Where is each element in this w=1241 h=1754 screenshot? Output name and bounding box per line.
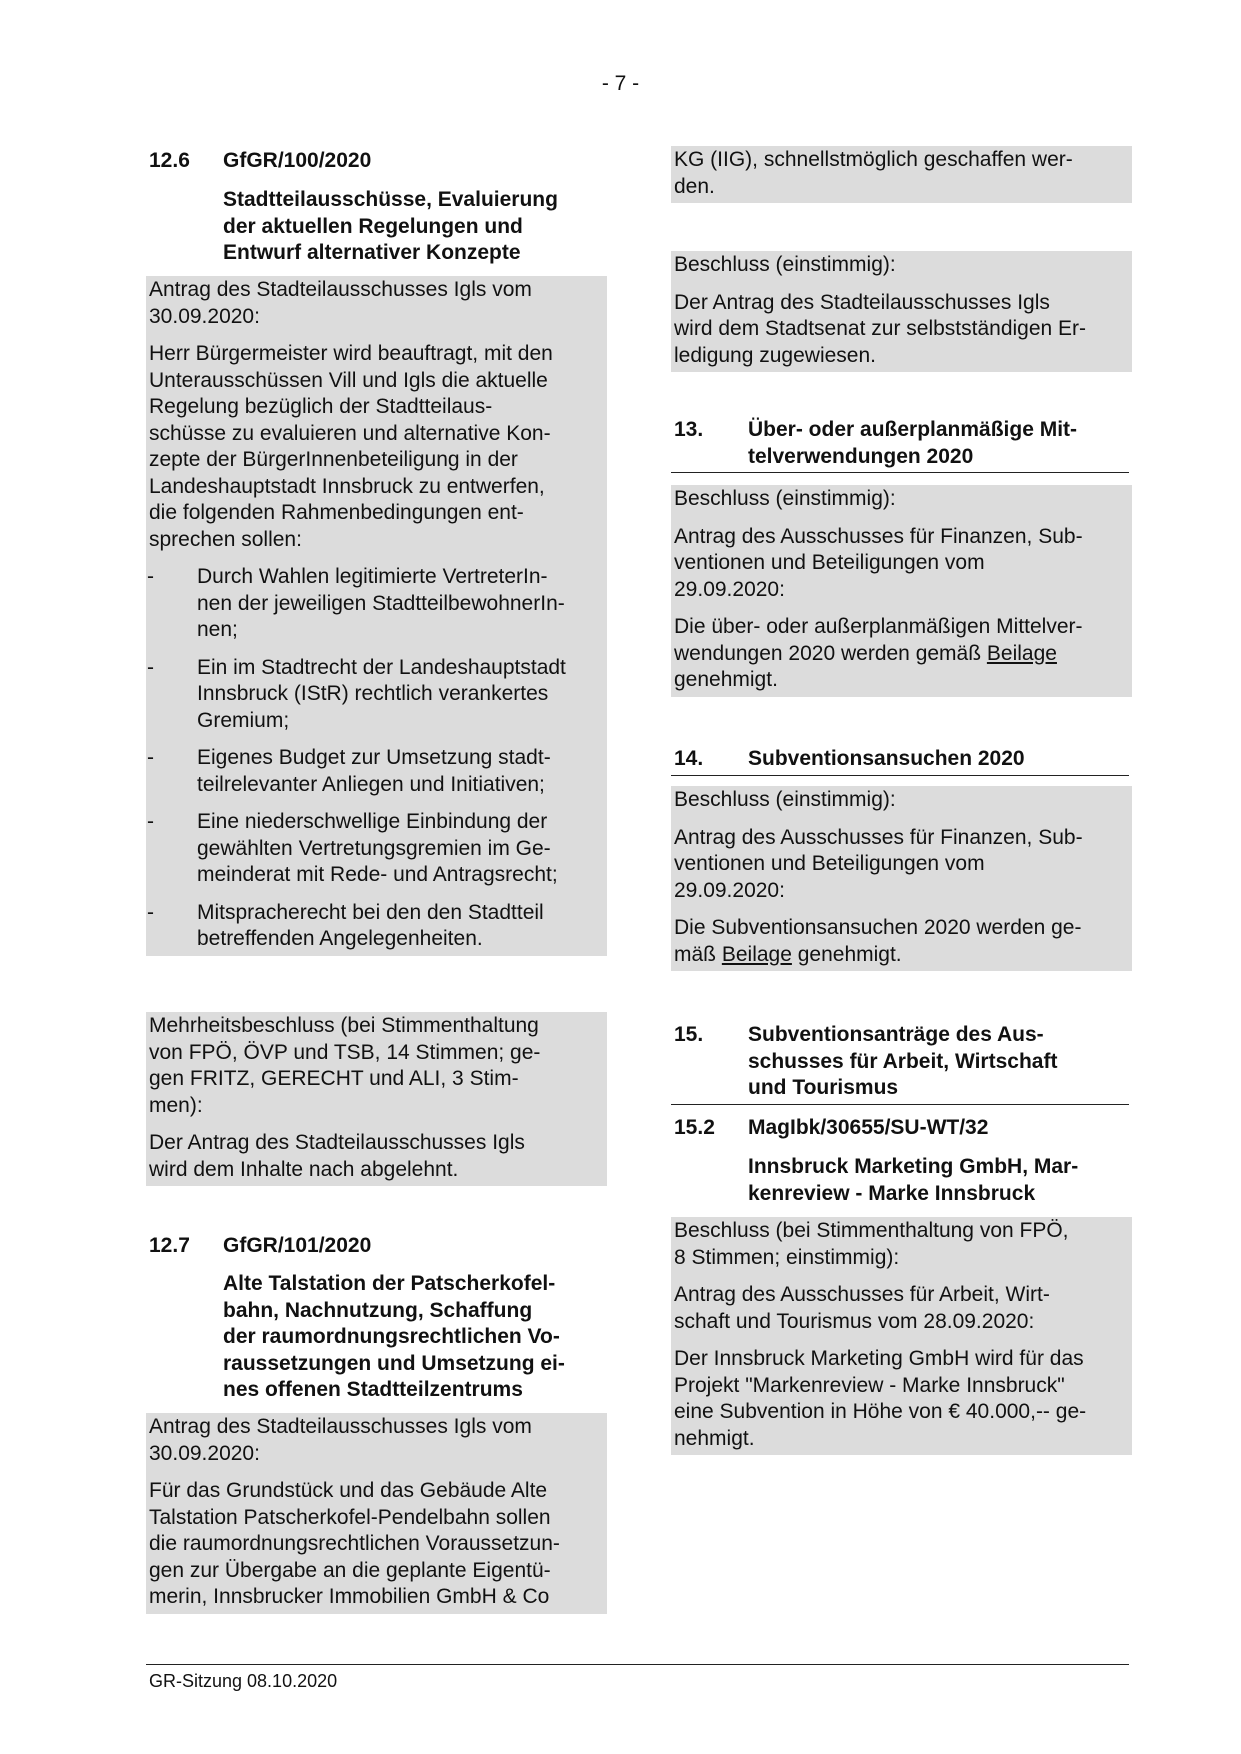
antrag-text: Antrag des Ausschusses für Finanzen, Sub- ventionen und Beteiligungen vom 29.09.2020: — [674, 524, 1083, 601]
beilage-link[interactable]: Beilage — [721, 942, 792, 966]
item-12-6-content — [146, 276, 607, 956]
item-15-header — [671, 1022, 1129, 1105]
dash-marker: - — [147, 810, 154, 833]
result-text: Der Antrag des Stadteilausschusses Igls wird dem Stadtsenat zur selbstständigen Er- ledigung zugewiesen. — [674, 290, 1087, 367]
item-12-7-content — [146, 1413, 607, 1614]
body-text: Für das Grundstück und das Gebäude Alte Talstation Patscherkofel-Pendelbahn sollen die raumordnungsrechtlichen Voraussetzun- gen zur Übergabe an die geplante Eigentü- merin, Innsbrucker Immobilien GmbH & Co — [149, 1479, 560, 1608]
item-title: Alte Talstation der Patscherkofel- bahn, Nachnutzung, Schaffung der raumordnungsrechtlichen Vo- raussetzungen und Umsetzung ei- nes offenen Stadtteilzentrums — [223, 1272, 565, 1401]
beschluss-text: Beschluss (einstimmig): — [674, 788, 896, 811]
item-15-2-header — [671, 1115, 1129, 1142]
result-text: Die über- oder außerplanmäßigen Mittelver- wendungen 2020 werden gemäß Beilage genehmigt. — [674, 615, 1083, 691]
item-12-7-continued — [671, 146, 1132, 203]
item-number: 12.7 — [149, 1234, 190, 1257]
body-text-continued: KG (IIG), schnellstmöglich geschaffen wer- den. — [674, 148, 1073, 198]
list-item: - Ein im Stadtrecht der Landeshauptstadt Innsbruck (IStR) rechtlich verankertes Gremium; — [147, 655, 566, 732]
antrag-text: Antrag des Stadteilausschusses Igls vom 30.09.2020: — [149, 278, 532, 328]
item-code: MagIbk/30655/SU-WT/32 — [748, 1116, 989, 1139]
item-heading — [671, 1115, 1129, 1142]
footer-text: GR-Sitzung 08.10.2020 — [149, 1671, 338, 1691]
item-number: 15. — [674, 1023, 704, 1046]
beschluss-text: Beschluss (einstimmig): — [674, 487, 896, 510]
body-text: Herr Bürgermeister wird beauftragt, mit den Unterausschüssen Vill und Igls die aktuelle Regelung bezüglich der Stadtteilaus- schüsse zu evaluieren und alternative Kon- zepte der BürgerInnenbeteiligung in der Landeshauptstadt Innsbruck zu entwerfen, die folgenden Rahmenbedingungen ent- sprechen sollen: — [149, 342, 553, 551]
item-code: GfGR/101/2020 — [223, 1234, 372, 1257]
item-13-header — [671, 417, 1129, 473]
item-code: GfGR/100/2020 — [223, 149, 372, 172]
dash-marker: - — [147, 900, 154, 924]
list-item: - Mitspracherecht bei den den Stadtteil betreffenden Angelegenheiten. — [147, 900, 544, 950]
item-number: 14. — [674, 747, 704, 770]
item-number: 15.2 — [674, 1116, 715, 1139]
dash-marker: - — [147, 655, 154, 679]
dash-marker: - — [147, 746, 154, 769]
result-text: Der Antrag des Stadteilausschusses Igls wird dem Inhalte nach abgelehnt. — [149, 1131, 525, 1181]
result-text: Die Subventionsansuchen 2020 werden ge- mäß Beilage genehmigt. — [674, 916, 1082, 966]
item-14-content — [671, 786, 1132, 971]
item-number: 13. — [674, 418, 704, 441]
beilage-link[interactable]: Beilage — [986, 641, 1057, 665]
conditions-list — [149, 564, 607, 953]
item-heading — [146, 148, 604, 175]
beschluss-text: Beschluss (einstimmig): — [674, 253, 896, 276]
item-12-6-decision — [146, 1012, 607, 1186]
list-item: - Durch Wahlen legitimierte VertreterIn- nen der jeweiligen StadtteilbewohnerIn- nen; — [147, 565, 565, 641]
item-title: Über- oder außerplanmäßige Mit- telverwendungen 2020 — [748, 418, 1078, 468]
item-heading — [671, 417, 1129, 470]
result-text: Der Innsbruck Marketing GmbH wird für das Projekt "Markenreview - Marke Innsbruck" eine Subvention in Höhe von € 40.000,-- ge- nehmigt. — [674, 1347, 1087, 1450]
item-12-7-title — [146, 1271, 604, 1404]
item-12-6-title — [146, 187, 604, 267]
beschluss-text: Mehrheitsbeschluss (bei Stimmenthaltung von FPÖ, ÖVP und TSB, 14 Stimmen; ge- gen FRITZ, GERECHT und ALI, 3 Stim- men): — [149, 1014, 541, 1117]
dash-marker: - — [147, 565, 154, 588]
item-12-6-header — [146, 148, 604, 175]
item-heading — [146, 1233, 604, 1260]
antrag-text: Antrag des Stadteilausschusses Igls vom 30.09.2020: — [149, 1415, 532, 1465]
item-heading — [671, 1022, 1129, 1102]
item-13-content — [671, 485, 1132, 697]
item-title: Innsbruck Marketing GmbH, Mar- kenreview - Marke Innsbruck — [748, 1155, 1079, 1205]
item-12-7-decision — [671, 251, 1132, 372]
footer-divider — [146, 1664, 1129, 1665]
beschluss-text: Beschluss (bei Stimmenthaltung von FPÖ, 8 Stimmen; einstimmig): — [674, 1219, 1069, 1269]
antrag-text: Antrag des Ausschusses für Arbeit, Wirt- schaft und Tourismus vom 28.09.2020: — [674, 1283, 1050, 1333]
item-15-2-content — [671, 1217, 1132, 1455]
item-15-2-title — [671, 1154, 1129, 1207]
item-title: Stadtteilausschüsse, Evaluierung der aktuellen Regelungen und Entwurf alternativer Konzepte — [223, 188, 558, 264]
item-number: 12.6 — [149, 149, 190, 172]
item-12-7-header — [146, 1233, 604, 1260]
item-title: Subventionsanträge des Aus- schusses für Arbeit, Wirtschaft und Tourismus — [748, 1023, 1058, 1099]
antrag-text: Antrag des Ausschusses für Finanzen, Sub- ventionen und Beteiligungen vom 29.09.2020: — [674, 825, 1083, 902]
list-item: - Eine niederschwellige Einbindung der gewählten Vertretungsgremien im Ge- meinderat mit Rede- und Antragsrecht; — [147, 810, 558, 886]
item-14-header — [671, 746, 1129, 776]
list-item: - Eigenes Budget zur Umsetzung stadt- teilrelevanter Anliegen und Initiativen; — [147, 746, 551, 796]
item-heading — [671, 746, 1129, 773]
item-title: Subventionsansuchen 2020 — [748, 747, 1025, 770]
page-number: - 7 - — [601, 72, 640, 95]
